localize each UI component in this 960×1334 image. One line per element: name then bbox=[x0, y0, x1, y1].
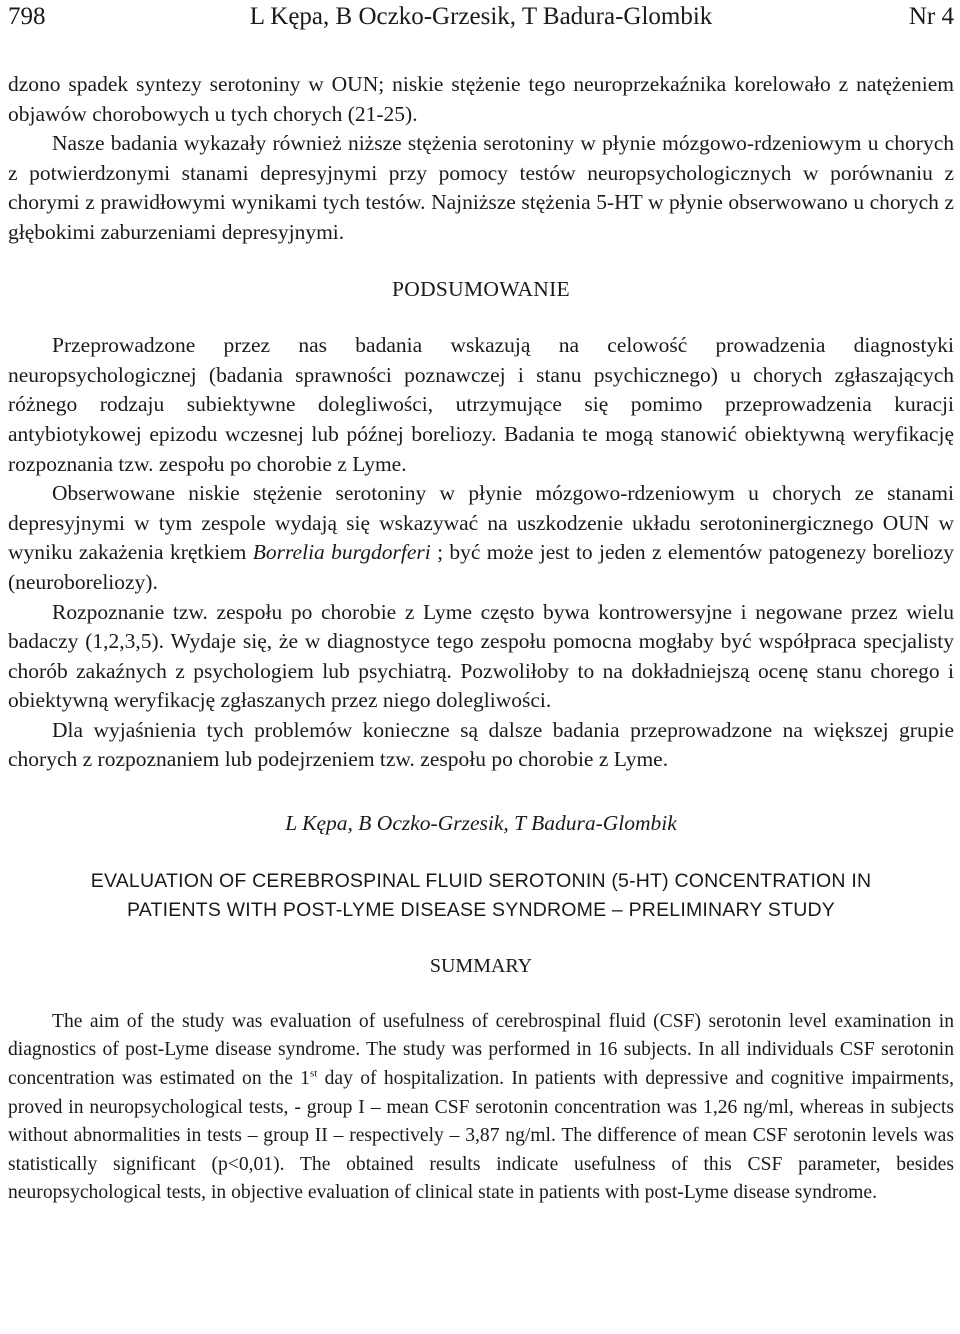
summary-heading: SUMMARY bbox=[429, 954, 533, 977]
running-authors: L Kępa, B Oczko-Grzesik, T Badura-Glombik bbox=[249, 3, 713, 30]
intro-paragraph-2: Nasze badania wykazały również niższe stężenia serotoniny w płynie mózgowo-rdzeniowym u chorych z potwierdzonymi stanami depresyjnymi przy pomocy testów neuropsychologicznych w porównaniu z chorymi z prawidłowymi wynikami tych testów. Najniższe stężenia 5-HT w płynie obserwowano u chorych z głębokimi zaburzeniami depresyjnymi. bbox=[8, 131, 954, 244]
conclusion-paragraph-4: Dla wyjaśnienia tych problemów konieczne są dalsze badania przeprowadzone na większej grupie chorych z rozpoznaniem lub podejrzeniem tzw. zespołu po chorobie z Lyme. bbox=[8, 717, 954, 772]
intro-paragraph-1: dzono spadek syntezy serotoniny w OUN; niskie stężenie tego neuroprzekaźnika korelowało z natężeniem objawów chorobowych u tych chorych (21-25). bbox=[8, 72, 954, 126]
english-title-line-1: EVALUATION OF CEREBROSPINAL FLUID SEROTONIN (5-HT) CONCENTRATION IN bbox=[90, 869, 872, 892]
summary-text-a: The aim of the study was evaluation of usefulness of cerebrospinal fluid (CSF) serotonin level examination in diagnostics of post-Lyme disease syndrome. The study was performed in 16 subjects. In all individuals CSF serotonin concentration was estimated on the 1 bbox=[8, 1010, 954, 1090]
conclusion-paragraph-2-text-a: Obserwowane niskie stężenie serotoniny w płynie mózgowo-rdzeniowym u chorych ze stanami depresyjnymi w tym zespole wydają się wskazywać na uszkodzenie układu serotoninergicznego OUN w wyniku zakażenia krętkiem bbox=[8, 481, 954, 565]
english-title bbox=[8, 867, 954, 926]
polish-body bbox=[8, 70, 954, 775]
page-number: 798 bbox=[8, 3, 46, 30]
summary-text-b: day of hospitalization. In patients with depressive and cognitive impairments, proved in neuropsychological tests, - group I – mean CSF serotonin concentration was 1,26 ng/ml, whereas in subjects without abnormalities in tests – group II – respectively – 3,87 ng/ml. The difference of mean CSF serotonin levels was statistically significant (p<0,01). The obtained results indicate usefulness of this CSF parameter, besides neuropsychological tests, in objective evaluation of clinical state in patients with post-Lyme disease syndrome. bbox=[8, 1068, 954, 1204]
running-header bbox=[8, 0, 954, 38]
english-title-line-2: PATIENTS WITH POST-LYME DISEASE SYNDROME – PRELIMINARY STUDY bbox=[127, 899, 835, 922]
issue-number: Nr 4 bbox=[908, 3, 954, 30]
english-authors: L Kępa, B Oczko-Grzesik, T Badura-Glombik bbox=[285, 811, 677, 836]
journal-page bbox=[8, 0, 954, 1208]
conclusion-paragraph-2-text-b: ; być może jest to jeden z elementów patogenezy boreliozy (neuroboreliozy). bbox=[8, 540, 954, 594]
conclusion-paragraph-2 bbox=[8, 479, 954, 597]
ordinal-suffix: st bbox=[309, 1067, 318, 1080]
species-name: Borrelia burgdorferi bbox=[252, 540, 431, 565]
summary-paragraph bbox=[8, 1008, 954, 1208]
conclusion-paragraph-1: Przeprowadzone przez nas badania wskazują na celowość prowadzenia diagnostyki neuropsychologicznej (badania sprawności poznawczej i stanu psychicznego) u chorych zgłaszających różnego rodzaju subiektywne dolegliwości, utrzymujące się pomimo przeprowadzenia kuracji antybiotykowej epizodu wczesnej lub późnej boreliozy. Badania te mogą stanowić obiektywną weryfikację rozpoznania tzw. zespołu po chorobie z Lyme. bbox=[8, 333, 954, 476]
conclusion-paragraph-3: Rozpoznanie tzw. zespołu po chorobie z Lyme często bywa kontrowersyjne i negowane przez wielu badaczy (1,2,3,5). Wydaje się, że w diagnostyce tego zespołu pomocna mogłaby być współpraca specjalisty chorób zakaźnych z psychologiem lub psychiatrą. Pozwoliłoby to na dokładniejszą ocenę stanu chorego i obiektywną weryfikację zgłaszanych przez niego dolegliwości. bbox=[8, 599, 954, 713]
section-heading-podsumowanie: PODSUMOWANIE bbox=[392, 276, 570, 301]
